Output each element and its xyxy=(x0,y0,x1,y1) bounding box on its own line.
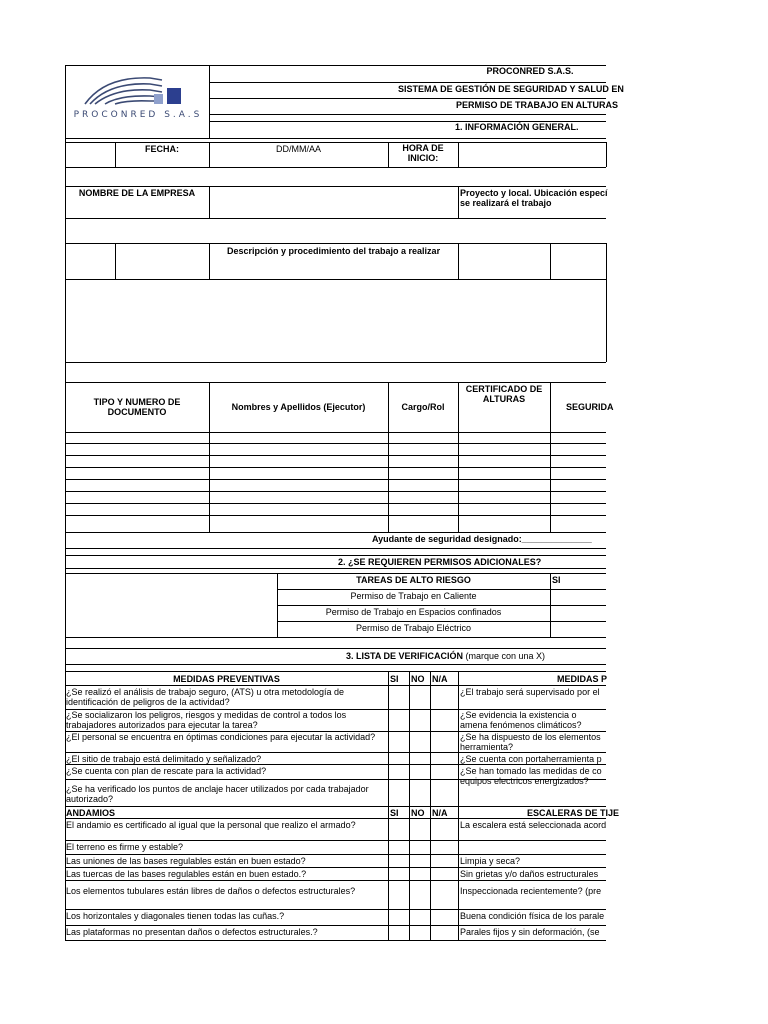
empresa-label: NOMBRE DE LA EMPRESA xyxy=(78,188,196,198)
hora-label-2: INICIO: xyxy=(407,153,439,163)
andamio-item-plataformas: Las plataformas no presentan daños o defectos estructurales.? xyxy=(66,927,318,937)
section3-title xyxy=(346,651,545,661)
system-title: SISTEMA DE GESTIÓN DE SEGURIDAD Y SALUD EN xyxy=(398,84,624,94)
checklist-item-rescate: ¿Se cuenta con plan de rescate para la actividad? xyxy=(66,766,267,776)
permit-espacios-si-cell[interactable] xyxy=(551,606,606,621)
right-item-portaherramienta: ¿Se cuenta con portaherramienta p xyxy=(460,754,602,764)
section2-title: 2. ¿SE REQUIEREN PERMISOS ADICIONALES? xyxy=(338,557,542,567)
hora-field[interactable] xyxy=(459,143,605,166)
escalera-item-fijos: Parales fijos y sin deformación, (se xyxy=(460,927,600,937)
proyecto-label-2: se realizará el trabajo xyxy=(460,198,552,208)
checklist-item-anclaje: ¿Se ha verificado los puntos de anclaje hacer utilizados por cada trabajador autorizado? xyxy=(66,784,369,804)
col-si: SI xyxy=(390,674,399,684)
descripcion-label: Descripción y procedimiento del trabajo a realizar xyxy=(227,246,441,256)
fecha-field[interactable]: DD/MM/AA xyxy=(276,144,321,154)
certificado-header-2: ALTURAS xyxy=(482,394,526,404)
logo-graphic xyxy=(70,70,206,110)
right-measures-header: MEDIDAS P xyxy=(557,674,608,684)
right-item-elementos: ¿Se ha dispuesto de los elementos herramienta? xyxy=(460,732,601,752)
col-na: N/A xyxy=(432,674,448,684)
andamio-item-uniones: Las uniones de las bases regulables están en buen estado? xyxy=(66,856,306,866)
checklist-item-ats: ¿Se realizó el análisis de trabajo seguro, (ATS) u otra metodología de identificación de peligros de la actividad? xyxy=(66,687,344,707)
escalera-item-seleccionada: La escalera está seleccionada acord xyxy=(460,820,607,830)
si-header: SI xyxy=(552,575,561,585)
tipo-doc-header-2: DOCUMENTO xyxy=(107,407,167,417)
ayudante-label: Ayudante de seguridad designado:______________ xyxy=(372,534,592,544)
escalera-item-limpia: Limpia y seca? xyxy=(460,856,521,866)
right-item-energizados: ¿Se han tomado las medidas de co equipos electricos energizados? xyxy=(460,766,602,786)
certificado-header-1: CERTIFICADO DE xyxy=(465,384,543,394)
tareas-header: TAREAS DE ALTO RIESGO xyxy=(356,575,471,585)
permit-electrico-si-cell[interactable] xyxy=(551,622,606,637)
escalera-item-inspeccionada: Inspeccionada recientemente? (pre xyxy=(460,886,602,896)
section3-title-note: (marque con una X) xyxy=(463,651,546,661)
seguridad-header: SEGURIDA xyxy=(566,402,614,412)
andamio-item-certificado: El andamio es certificado al igual que la personal que realizo el armado? xyxy=(66,820,356,830)
nombres-header: Nombres y Apellidos (Ejecutor) xyxy=(231,402,366,412)
permit-electrico: Permiso de Trabajo Eléctrico xyxy=(355,623,472,633)
descripcion-field[interactable] xyxy=(66,280,605,361)
andamios-col-na: N/A xyxy=(432,808,448,818)
andamios-header: ANDAMIOS xyxy=(66,808,115,818)
andamio-item-tuercas: Las tuercas de las bases regulables están en buen estado.? xyxy=(66,869,307,879)
andamios-col-no: NO xyxy=(411,808,425,818)
right-item-supervisado: ¿El trabajo será supervisado por el xyxy=(460,687,600,697)
andamios-col-si: SI xyxy=(390,808,399,818)
cargo-header: Cargo/Rol xyxy=(401,402,445,412)
company-name: PROCONRED S.A.S. xyxy=(486,66,574,76)
col-no: NO xyxy=(411,674,425,684)
andamio-item-cunas: Los horizontales y diagonales tienen todas las cuñas.? xyxy=(66,911,285,921)
logo-text: PROCONRED S.A.S xyxy=(73,110,203,120)
checklist-item-socializacion: ¿Se socializaron los peligros, riesgos y medidas de control a todos los trabajadores autorizados para ejecutar la tarea? xyxy=(66,710,347,730)
andamio-item-tubulares: Los elementos tubulares están libres de daños o defectos estructurales? xyxy=(66,886,356,896)
permit-caliente: Permiso de Trabajo en Caliente xyxy=(350,591,477,601)
hora-label-1: HORA DE xyxy=(402,143,444,153)
permit-caliente-si-cell[interactable] xyxy=(551,590,606,605)
escalera-item-parales: Buena condición física de los parale xyxy=(460,911,605,921)
empresa-field[interactable] xyxy=(210,187,457,217)
section1-title: 1. INFORMACIÓN GENERAL. xyxy=(455,122,579,132)
permit-title: PERMISO DE TRABAJO EN ALTURAS xyxy=(456,100,619,110)
checklist-item-personal: ¿El personal se encuentra en óptimas condiciones para ejecutar la actividad? xyxy=(66,732,376,742)
escaleras-header: ESCALERAS DE TIJE xyxy=(527,808,620,818)
right-item-climaticos: ¿Se evidencia la existencia o amena fenómenos climáticos? xyxy=(460,710,582,730)
tipo-doc-header-1: TIPO Y NUMERO DE xyxy=(93,397,181,407)
permit-espacios-confinados: Permiso de Trabajo en Espacios confinados xyxy=(325,607,502,617)
fecha-label: FECHA: xyxy=(145,144,179,154)
section3-title-bold: 3. LISTA DE VERIFICACIÓN xyxy=(346,651,464,661)
escalera-item-grietas: Sin grietas y/o daños estructurales xyxy=(460,869,599,879)
company-logo xyxy=(70,70,206,122)
left-measures-header: MEDIDAS PREVENTIVAS xyxy=(173,674,280,684)
andamio-item-terreno: El terreno es firme y estable? xyxy=(66,842,184,852)
checklist-item-delimitado: ¿El sitio de trabajo está delimitado y señalizado? xyxy=(66,754,262,764)
proyecto-label-1: Proyecto y local. Ubicación especí xyxy=(460,188,608,198)
